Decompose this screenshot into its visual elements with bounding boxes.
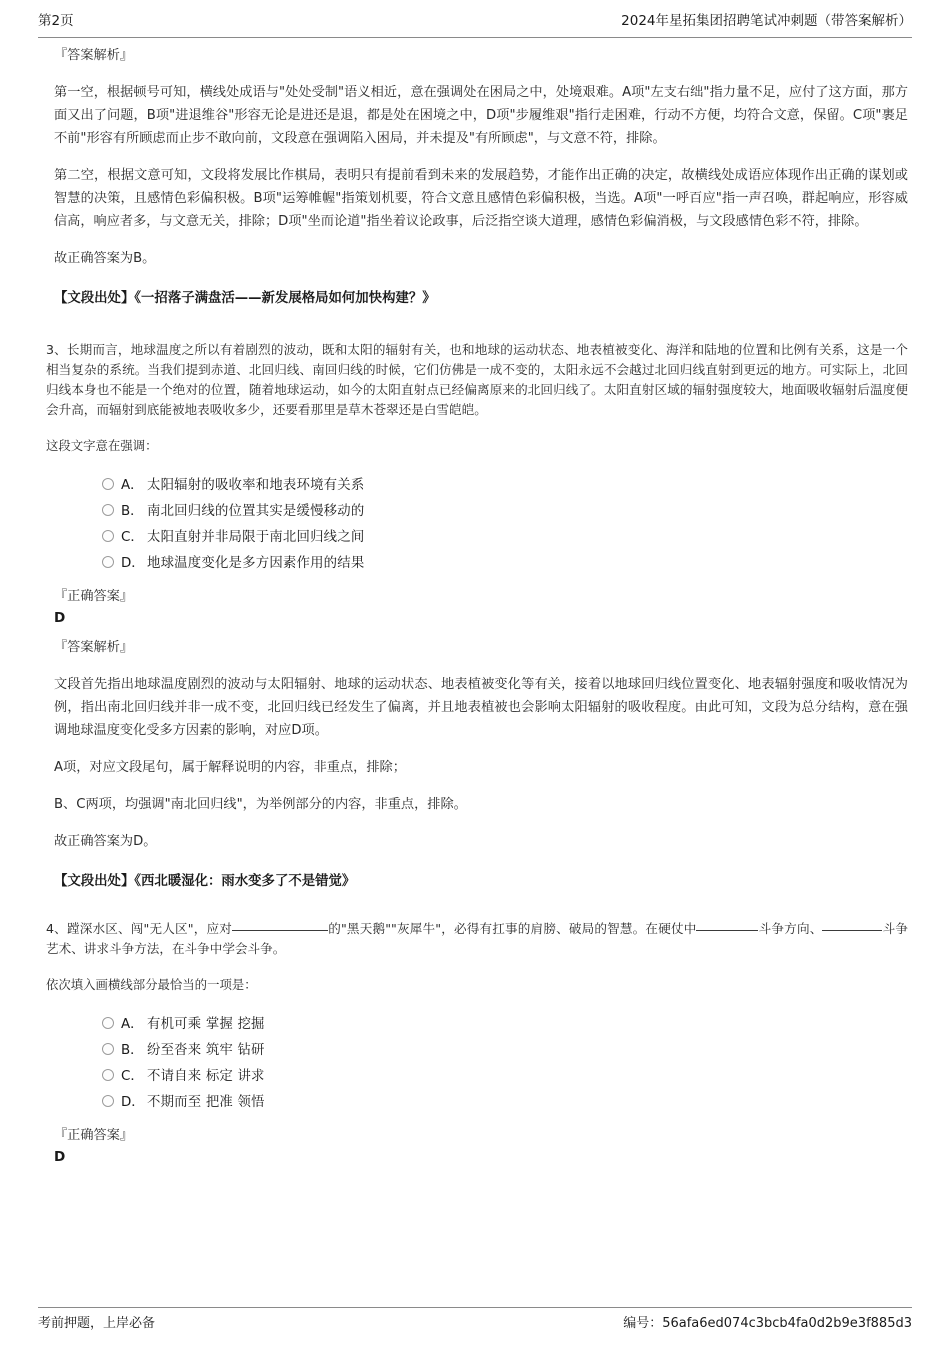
option-text: 南北回归线的位置其实是缓慢移动的 — [147, 503, 365, 519]
analysis-paragraph-q2-2: 第二空，根据文意可知，文段将发展比作棋局，表明只有提前看到未来的发展趋势，才能作出正确的决定，故横线处成语应体现作出正确的谋划或智慧的决策，且感情色彩偏积极。B项"运筹帷幄"指策划机要，符合文意且感情色彩偏积极，当选。A项"一呼百应"指一声召唤，群起响应，形容威信高，响应者多，与文意无关，排除；D项"坐而论道"指坐着议论政事，后泛指空谈大道理，感情色彩偏消极，与文段感情色彩不符，排除。 — [54, 168, 908, 229]
document-title: 2024年星拓集团招聘笔试冲刺题（带答案解析） — [621, 13, 912, 29]
source-line-q2 — [54, 288, 908, 310]
correct-answer-label-q4: 『正确答案』 — [54, 1128, 134, 1143]
question-3-options — [46, 470, 908, 574]
page-number-label: 第2页 — [38, 13, 74, 29]
page-footer — [38, 1307, 912, 1333]
document-body — [46, 45, 908, 1168]
option-text: 地球温度变化是多方因素作用的结果 — [147, 555, 365, 571]
source-title-q3: 《西北暖湿化：雨水变多了不是错觉》 — [134, 874, 356, 889]
option-letter: C． — [121, 529, 144, 545]
fill-blank-1[interactable] — [232, 930, 328, 931]
question-3-passage: 3、长期而言，地球温度之所以有着剧烈的波动，既和太阳的辐射有关，也和地球的运动状态、地表植被变化、海洋和陆地的位置和比例有关系，这是一个相当复杂的系统。当我们提到赤道、北回归线、南回归线的时候，它们仿佛是一成不变的，太阳永远不会越过北回归线直射到更远的地方。可实际上，北回归线本身也不能是一个绝对的位置，随着地球运动，如今的太阳直射点已经偏离原来的北回归线了。太阳直射区域的辐射强度较大，地面吸收辐射后温度便会升高，而辐射到底能被地表吸收多少，还要看那里是草木苍翠还是白雪皑皑。 — [46, 342, 908, 417]
option-row[interactable] — [102, 470, 908, 496]
option-text: 不请自来 标定 讲求 — [147, 1068, 265, 1084]
radio-button-icon[interactable] — [102, 1043, 114, 1055]
fill-blank-3[interactable] — [822, 930, 882, 931]
question-4-stem-part-2: 的"黑天鹅""灰犀牛"，必得有扛事的肩膀、破局的智慧。在硬仗中 — [328, 921, 697, 936]
source-title-q2: 《一招落子满盘活——新发展格局如何加快构建？》 — [134, 291, 436, 306]
radio-button-icon[interactable] — [102, 478, 114, 490]
conclusion-q3: 故正确答案为D。 — [54, 834, 157, 849]
option-text: 不期而至 把准 领悟 — [147, 1094, 265, 1110]
correct-answer-value-q3: D — [54, 610, 66, 626]
source-label-q3: 【文段出处】 — [54, 874, 135, 889]
option-letter: C． — [121, 1068, 144, 1084]
option-letter: D． — [121, 1094, 145, 1110]
question-4-stem-part-4: 斗争艺术、讲求斗争方法，在斗争中学会斗争。 — [46, 921, 909, 956]
option-row[interactable] — [102, 522, 908, 548]
analysis-paragraph-q3-3: B、C两项，均强调"南北回归线"，为举例部分的内容，非重点，排除。 — [54, 797, 467, 812]
analysis-label-q2: 『答案解析』 — [54, 48, 134, 63]
radio-button-icon[interactable] — [102, 1095, 114, 1107]
option-letter: A． — [121, 477, 144, 493]
analysis-paragraph-q2-1: 第一空，根据顿号可知，横线处成语与"处处受制"语义相近，意在强调处在困局之中，处境艰难。A项"左支右绌"指力量不足，应付了这方面，那方面又出了问题，B项"进退维谷"形容无论是进还是退，都是处在困境之中，D项"步履维艰"指行走困难，行动不方便，均符合文意，保留。C项"裹足不前"形容有所顾虑而止步不敢向前，文段意在强调陷入困局，并未提及"有所顾虑"，与文意不符，排除。 — [54, 85, 908, 146]
analysis-paragraph-q3-1: 文段首先指出地球温度剧烈的波动与太阳辐射、地球的运动状态、地表植被变化等有关，接着以地球回归线位置变化、地表辐射强度和吸收情况为例，指出南北回归线并非一成不变，北回归线已经发生了偏离，并且地表植被也会影响太阳辐射的吸收程度。由此可知，文段为总分结构，意在强调地球温度变化受多方因素的影响，对应D项。 — [54, 677, 908, 738]
radio-button-icon[interactable] — [102, 530, 114, 542]
option-letter: B． — [121, 1042, 144, 1058]
question-4-instruction: 依次填入画横线部分最恰当的一项是： — [46, 977, 257, 992]
page-header — [38, 12, 912, 38]
question-4-options — [46, 1009, 908, 1113]
option-row[interactable] — [102, 1035, 908, 1061]
analysis-paragraph-q3-2: A项，对应文段尾句，属于解释说明的内容，非重点，排除； — [54, 760, 406, 775]
fill-blank-2[interactable] — [696, 930, 758, 931]
footer-slogan: 考前押题，上岸必备 — [38, 1316, 156, 1331]
correct-answer-label-q3: 『正确答案』 — [54, 589, 134, 604]
option-row[interactable] — [102, 1009, 908, 1035]
option-text: 纷至沓来 筑牢 钻研 — [147, 1042, 265, 1058]
option-text: 有机可乘 掌握 挖掘 — [147, 1016, 265, 1032]
source-line-q3 — [54, 871, 908, 893]
question-4-stem-part-3: 斗争方向、 — [758, 921, 823, 936]
radio-button-icon[interactable] — [102, 556, 114, 568]
radio-button-icon[interactable] — [102, 504, 114, 516]
option-text: 太阳直射并非局限于南北回归线之间 — [147, 529, 365, 545]
correct-answer-value-q4: D — [54, 1149, 66, 1165]
question-4-stem-part-1: 4、蹚深水区、闯"无人区"，应对 — [46, 921, 233, 936]
option-row[interactable] — [102, 548, 908, 574]
radio-button-icon[interactable] — [102, 1017, 114, 1029]
option-letter: A． — [121, 1016, 144, 1032]
radio-button-icon[interactable] — [102, 1069, 114, 1081]
option-row[interactable] — [102, 496, 908, 522]
option-letter: D． — [121, 555, 145, 571]
question-3-stem: 这段文字意在强调： — [46, 438, 158, 453]
footer-serial — [623, 1315, 912, 1333]
option-text: 太阳辐射的吸收率和地表环境有关系 — [147, 477, 365, 493]
serial-value: 56afa6ed074c3bcb4fa0d2b9e3f885d3 — [662, 1316, 912, 1331]
option-row[interactable] — [102, 1061, 908, 1087]
question-4-stem — [46, 919, 908, 959]
option-row[interactable] — [102, 1087, 908, 1113]
option-letter: B． — [121, 503, 144, 519]
analysis-label-q3: 『答案解析』 — [54, 640, 134, 655]
source-label-q2: 【文段出处】 — [54, 291, 135, 306]
conclusion-q2: 故正确答案为B。 — [54, 251, 156, 266]
serial-label: 编号： — [623, 1316, 663, 1331]
